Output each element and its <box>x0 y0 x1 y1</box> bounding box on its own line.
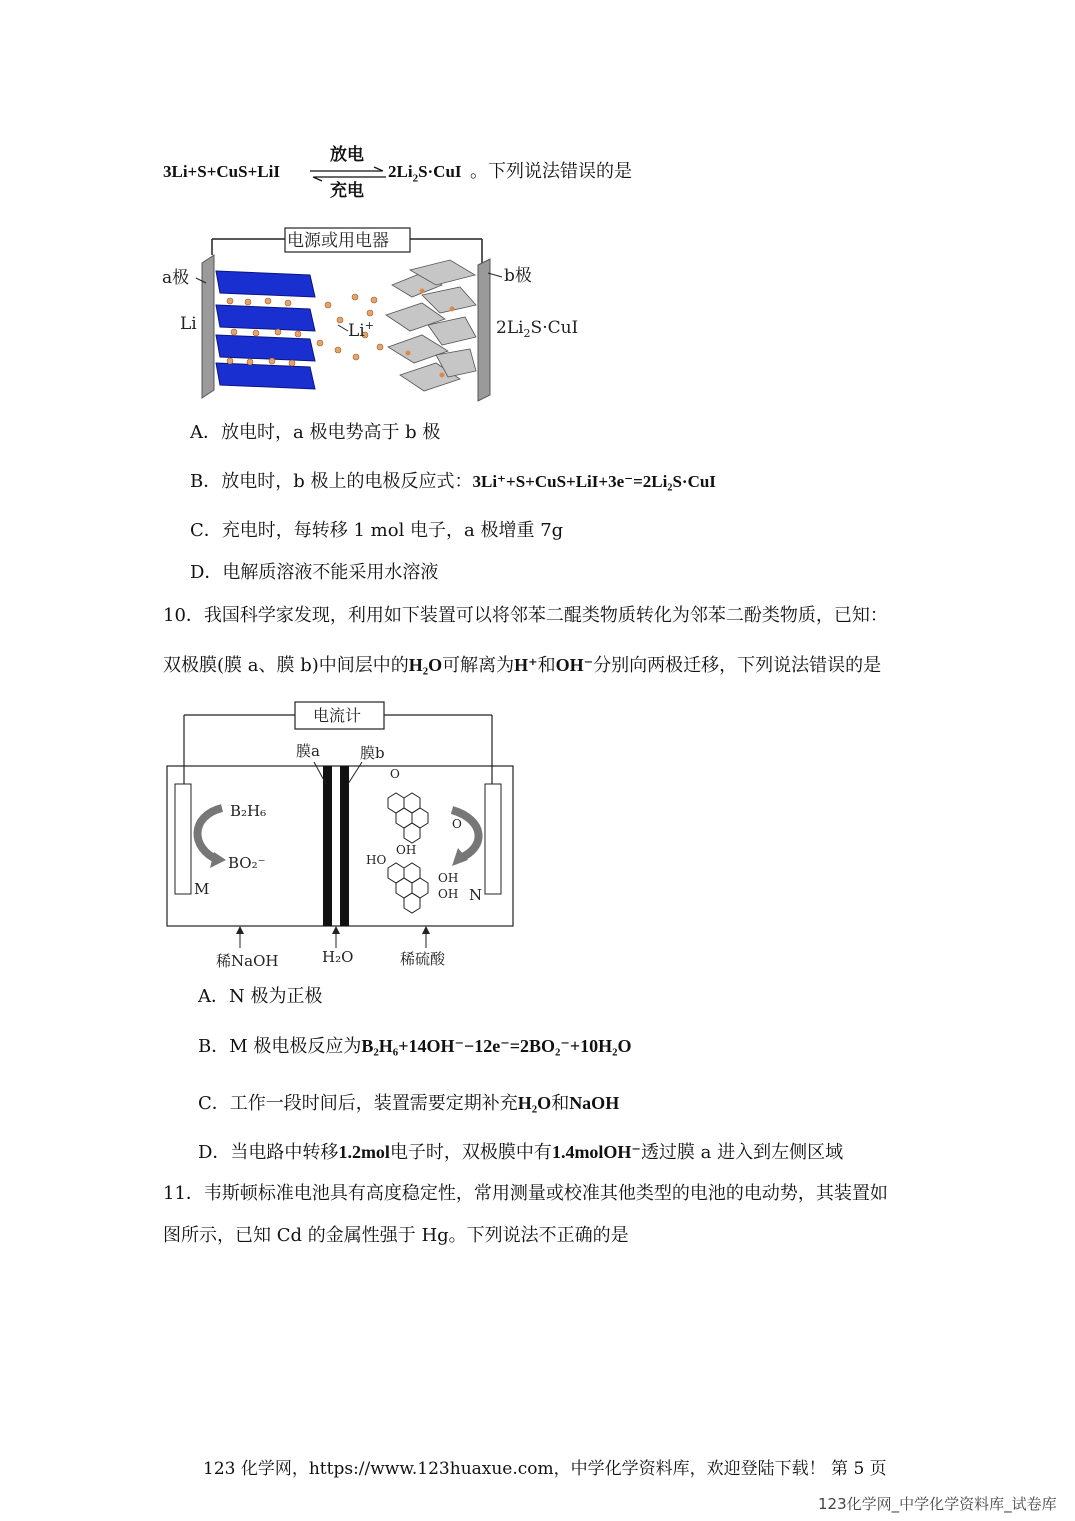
cathode-graphene <box>386 260 476 391</box>
a-pole-label: a极 <box>162 268 190 288</box>
electrode-b <box>478 259 490 401</box>
b2h6-label: B₂H₆ <box>230 802 267 820</box>
li-label: Li <box>180 314 197 334</box>
membrane-a-label: 膜a <box>296 742 320 760</box>
battery-diagram <box>160 225 590 405</box>
q10-option-a: A．N 极为正极 <box>198 986 323 1007</box>
anode-layers <box>216 271 315 389</box>
membrane-b <box>340 766 349 926</box>
bo2-label: BO₂⁻ <box>228 854 266 872</box>
electrode-m <box>175 784 191 894</box>
ammeter-label: 电流计 <box>313 706 362 725</box>
oh-label-2: OH <box>438 871 459 885</box>
o-label-2: O <box>452 817 462 831</box>
reaction-reactants: 3Li+S+CuS+LiI <box>163 162 280 181</box>
sulfuric-acid-label: 稀硫酸 <box>400 950 446 968</box>
bipolar-membrane-diagram <box>160 698 520 976</box>
q9-option-b: B．放电时，b 极上的电极反应式：3Li⁺+S+CuS+LiI+3e⁻=2Li₂S·CuI <box>190 471 716 492</box>
naoh-label: 稀NaOH <box>216 952 279 970</box>
q10-stem-line2: 双极膜(膜 a、膜 b)中间层中的H₂O可解离为H⁺和OH⁻分别向两极迁移，下列说法错误的是 <box>163 655 882 676</box>
q9-option-a: A．放电时，a 极电势高于 b 极 <box>190 422 441 443</box>
reaction-product: $2Li_2S\cdot CuI$ <box>388 162 462 185</box>
ho-label: HO <box>366 853 387 867</box>
oh-label-1: OH <box>396 843 417 857</box>
q10-option-d: D．当电路中转移1.2mol电子时，双极膜中有1.4molOH⁻透过膜 a 进入到左侧区域 <box>198 1142 844 1163</box>
electrode-a <box>202 255 214 398</box>
q10-option-b: B．M 极电极反应为B₂H₆+14OH⁻−12e⁻=2BO₂⁻+10H₂O <box>198 1036 632 1057</box>
reaction-tail-text: 。下列说法错误的是 <box>470 161 632 182</box>
arrow-label-discharge: 放电 <box>330 145 364 164</box>
q10-option-c: C．工作一段时间后，装置需要定期补充H₂O和NaOH <box>198 1093 620 1114</box>
reversible-arrow <box>308 166 388 182</box>
q11-stem-line1: 11．韦斯顿标准电池具有高度稳定性，常用测量或校准其他类型的电池的电动势，其装置如 <box>163 1183 888 1204</box>
left-curved-arrow <box>197 808 222 860</box>
water-label: H₂O <box>322 948 354 966</box>
electrode-n <box>485 784 501 894</box>
q11-stem-line2: 图所示，已知 Cd 的金属性强于 Hg。下列说法不正确的是 <box>163 1225 629 1246</box>
membrane-b-label: 膜b <box>360 744 385 762</box>
power-label: 电源或用电器 <box>287 231 389 251</box>
n-label: N <box>469 886 483 904</box>
watermark: 123化学网_中学化学资料库_试卷库 <box>818 1495 1057 1513</box>
quinone-molecule <box>388 793 428 843</box>
o-label-1: O <box>390 767 400 781</box>
catechol-molecule <box>388 863 428 913</box>
oh-label-3: OH <box>438 887 459 901</box>
m-label: M <box>194 880 210 898</box>
q10-stem-line1: 10．我国科学家发现，利用如下装置可以将邻苯二醌类物质转化为邻苯二酚类物质，已知： <box>163 605 888 626</box>
arrow-label-charge: 充电 <box>330 181 364 200</box>
membrane-a <box>323 766 332 926</box>
q9-option-d: D．电解质溶液不能采用水溶液 <box>190 562 439 583</box>
cathode-formula: $2Li_2S\cdot CuI$ <box>496 318 579 340</box>
q9-option-c: C．充电时，每转移 1 mol 电子，a 极增重 7g <box>190 520 564 541</box>
li-ion-label: Li+ <box>348 319 374 341</box>
b-pole-label: b极 <box>504 266 532 286</box>
page-footer: 123 化学网，https://www.123huaxue.com，中学化学资料库，欢迎登陆下载！ 第 5 页 <box>203 1459 887 1479</box>
